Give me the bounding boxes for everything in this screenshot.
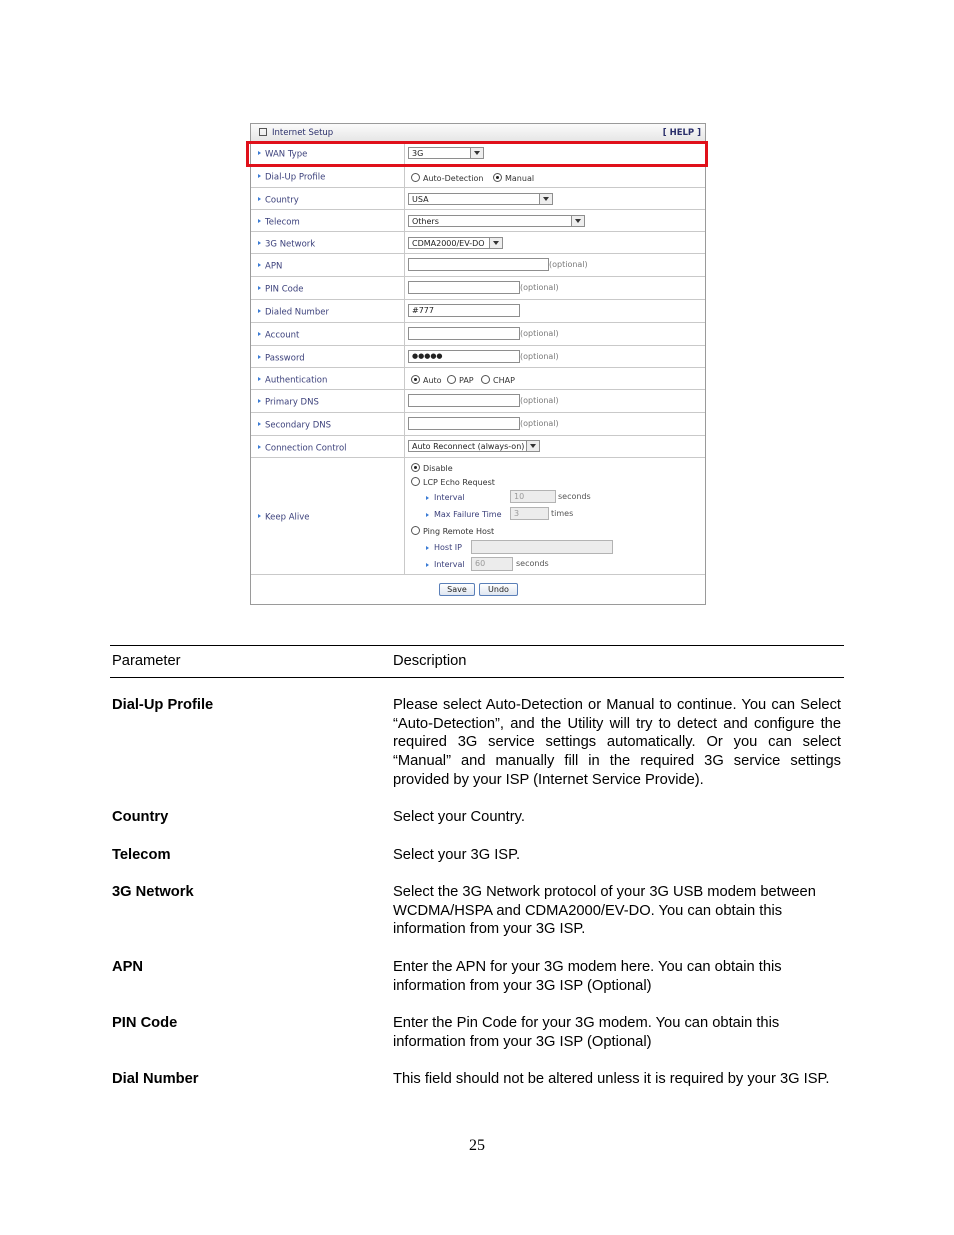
radio-circle-icon [411, 526, 420, 535]
radio-checked-icon [411, 375, 420, 384]
param-name: APN [112, 959, 144, 975]
row-secondary-dns [251, 413, 705, 436]
save-button[interactable]: Save [439, 583, 475, 596]
secondary-dns-input[interactable] [408, 417, 520, 430]
connection-control-value: Auto Reconnect (always-on) [412, 442, 525, 451]
radio-keepalive-lcp[interactable] [411, 477, 495, 487]
radio-circle-icon [447, 375, 456, 384]
row-dialup-profile [251, 165, 705, 188]
radio-manual[interactable] [493, 173, 534, 183]
label-keep-alive: Keep Alive [265, 512, 310, 523]
param-desc: Enter the APN for your 3G modem here. You can obtain this information from your 3G ISP (Optional) [393, 959, 782, 994]
row-account [251, 323, 705, 346]
help-link[interactable]: [ HELP ] [662, 128, 701, 138]
max-failure-unit: times [551, 509, 574, 518]
table-top-rule [110, 645, 844, 646]
param-name: 3G Network [112, 884, 194, 900]
page-number: 25 [469, 1137, 485, 1154]
radio-label: Auto-Detection [423, 174, 484, 183]
row-country [251, 188, 705, 210]
ping-interval-unit: seconds [516, 559, 549, 568]
wan-type-value: 3G [412, 149, 424, 158]
radio-keepalive-ping[interactable] [411, 526, 494, 536]
host-ip-label: Host IP [426, 543, 462, 552]
radio-auth-pap[interactable] [447, 375, 474, 385]
label-password: Password [265, 353, 305, 363]
radio-label: LCP Echo Request [423, 478, 495, 487]
param-name: Dial Number [112, 1071, 199, 1087]
radio-label: Ping Remote Host [423, 527, 495, 536]
param-name: PIN Code [112, 1015, 178, 1031]
label-connection-control: Connection Control [265, 443, 347, 453]
row-apn [251, 254, 705, 277]
radio-circle-icon [481, 375, 490, 384]
radio-checked-icon [411, 463, 420, 472]
label-secondary-dns: Secondary DNS [265, 420, 332, 431]
apn-hint: (optional) [549, 260, 588, 269]
max-failure-label: Max Failure Time [426, 510, 502, 519]
account-input[interactable] [408, 327, 520, 340]
param-desc: Select your Country. [393, 809, 525, 825]
lcp-interval-input[interactable]: 10 [510, 490, 556, 503]
country-select[interactable] [408, 193, 553, 205]
radio-label: CHAP [493, 376, 515, 385]
telecom-select[interactable] [408, 215, 585, 227]
telecom-value: Others [412, 217, 439, 226]
chevron-down-icon [571, 216, 584, 226]
label-dialed-number: Dialed Number [265, 307, 329, 318]
label-authentication: Authentication [265, 375, 328, 385]
param-desc: This field should not be altered unless it is required by your 3G ISP. [393, 1071, 830, 1087]
label-account: Account [265, 330, 300, 341]
param-desc: Enter the Pin Code for your 3G modem. You can obtain this information from your 3G ISP (Optional) [393, 1015, 780, 1050]
param-name: Dial-Up Profile [112, 697, 214, 713]
password-input[interactable]: ●●●●● [408, 350, 520, 363]
password-hint: (optional) [520, 352, 559, 361]
lcp-interval-label: Interval [426, 493, 465, 502]
param-desc: Please select Auto-Detection or Manual to continue. You can Select “Auto-Detection”, and the Utility will try to detect and configure the required 3G service settings automatically. Or you can select “Manual” and manually fill in the required 3G service settings provided by your ISP (Internet Service Provide). [393, 697, 841, 788]
radio-label: Manual [505, 174, 535, 183]
pin-input[interactable] [408, 281, 520, 294]
apn-input[interactable] [408, 258, 549, 271]
pin-hint: (optional) [520, 283, 559, 292]
row-primary-dns [251, 390, 705, 413]
dialed-number-input[interactable]: #777 [408, 304, 520, 317]
panel-title: Internet Setup [259, 128, 333, 138]
chevron-down-icon [539, 194, 552, 204]
param-desc: Select the 3G Network protocol of your 3G USB modem between WCDMA/HSPA and CDMA2000/EV-DO. You can obtain this information from your 3G ISP. [393, 884, 816, 938]
label-wan-type: WAN Type [265, 149, 308, 160]
primary-dns-hint: (optional) [520, 396, 559, 405]
network-value: CDMA2000/EV-DO [412, 239, 485, 248]
radio-circle-icon [411, 477, 420, 486]
radio-keepalive-disable[interactable] [411, 463, 453, 473]
label-telecom: Telecom [265, 217, 300, 227]
panel-header [251, 124, 705, 142]
radio-label: Auto [423, 376, 442, 385]
row-3g-network [251, 232, 705, 254]
param-name: Telecom [112, 847, 171, 863]
account-hint: (optional) [520, 329, 559, 338]
row-authentication [251, 368, 705, 390]
radio-checked-icon [493, 173, 502, 182]
chevron-down-icon [489, 238, 502, 248]
secondary-dns-hint: (optional) [520, 419, 559, 428]
radio-auth-chap[interactable] [481, 375, 515, 385]
radio-label: Disable [423, 464, 453, 473]
host-ip-input[interactable] [471, 540, 613, 554]
label-primary-dns: Primary DNS [265, 397, 319, 408]
radio-label: PAP [459, 376, 474, 385]
ping-interval-label: Interval [426, 560, 465, 569]
ping-interval-input[interactable]: 60 [471, 557, 513, 571]
row-password [251, 346, 705, 368]
row-connection-control [251, 436, 705, 458]
row-dialed-number [251, 300, 705, 323]
radio-circle-icon [411, 173, 420, 182]
network-select[interactable] [408, 237, 503, 249]
label-dialup-profile: Dial-Up Profile [265, 172, 326, 183]
row-telecom [251, 210, 705, 232]
label-pin-code: PIN Code [265, 284, 304, 295]
country-value: USA [412, 195, 429, 204]
param-name: Country [112, 809, 169, 825]
label-apn: APN [265, 261, 283, 272]
radio-auto-detection[interactable] [411, 173, 483, 183]
lcp-interval-unit: seconds [558, 492, 591, 501]
max-failure-input[interactable]: 3 [510, 507, 549, 520]
row-pin-code [251, 277, 705, 300]
label-3g-network: 3G Network [265, 239, 316, 249]
header-description: Description [393, 653, 467, 669]
wan-type-highlight-box [246, 141, 708, 167]
chevron-down-icon [526, 441, 539, 451]
undo-button[interactable]: Undo [479, 583, 518, 596]
label-country: Country [265, 195, 299, 205]
radio-auth-auto[interactable] [411, 375, 442, 385]
row-keep-alive [251, 458, 705, 575]
primary-dns-input[interactable] [408, 394, 520, 407]
param-desc: Select your 3G ISP. [393, 847, 521, 863]
internet-setup-panel [250, 123, 706, 605]
header-parameter: Parameter [112, 653, 181, 669]
table-header-rule [110, 677, 844, 678]
connection-control-select[interactable] [408, 440, 540, 452]
